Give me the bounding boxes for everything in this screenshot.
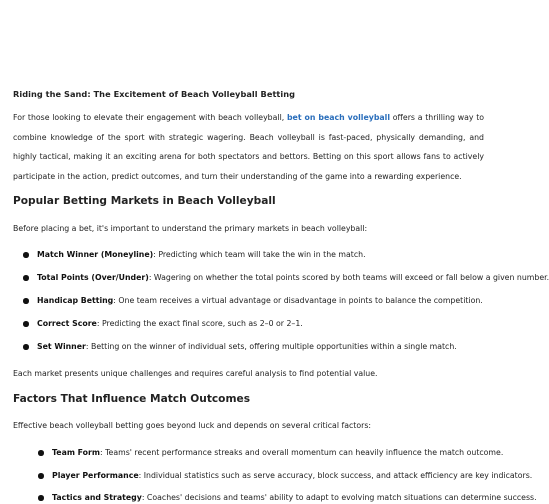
markets-lead: Before placing a bet, it's important to understand the primary markets in beach volleyball: [13,224,368,233]
list-item-term: Set Winner [37,342,86,351]
list-item-text [37,249,366,261]
markets-heading: Popular Betting Markets in Beach Volleyball [13,195,276,207]
bullet-icon [23,252,29,258]
list-item-term: Correct Score [37,319,97,328]
bullet-icon [23,321,29,327]
intro-text-after: offers a thrilling way to combine knowledge of the sport with strategic wagering. Beach volleyball is fast-paced, physically demanding, and highly tactical, making it an exciting arena for both spectators and bettors. Betting on this sport allows fans to actively participate in the action, predict outcomes, and turn their understanding of the game into a rewarding experience. [13,113,485,182]
list-item-text [37,341,457,353]
list-item-term: Tactics and Strategy [52,493,142,502]
intro-paragraph [13,108,484,187]
intro-text-before: For those looking to elevate their engagement with beach volleyball, [13,113,287,122]
bullet-icon [38,495,44,501]
bullet-icon [38,473,44,479]
list-item-desc: : Individual statistics such as serve accuracy, block success, and attack efficiency are key indicators. [138,471,533,480]
list-item-term: Match Winner (Moneyline) [37,250,154,259]
list-item-desc: : Betting on the winner of individual sets, offering multiple opportunities within a single match. [85,342,457,351]
list-item-term: Total Points (Over/Under) [37,273,149,282]
list-item-desc: : Predicting which team will take the win in the match. [153,250,366,259]
markets-closing: Each market presents unique challenges and requires careful analysis to find potential value. [13,369,378,378]
list-item-term: Handicap Betting [37,296,114,305]
bullet-icon [23,344,29,350]
list-item-desc: : One team receives a virtual advantage or disadvantage in points to balance the competition. [113,296,483,305]
list-item-text [37,272,549,284]
list-item-desc: : Teams' recent performance streaks and overall momentum can heavily influence the match outcome. [100,448,504,457]
list-item-term: Team Form [52,448,101,457]
list-item-text [37,295,483,307]
list-item-desc: : Predicting the exact final score, such as 2–0 or 2–1. [96,319,303,328]
article-title: Riding the Sand: The Excitement of Beach Volleyball Betting [13,89,296,99]
bullet-icon [23,275,29,281]
list-item-text [37,318,303,330]
list-item-term: Player Performance [52,471,139,480]
bet-on-beach-volleyball-link[interactable]: bet on beach volleyball [286,113,391,122]
list-item-text [52,492,537,504]
factors-heading: Factors That Influence Match Outcomes [13,393,250,405]
list-item-text [52,447,503,459]
list-item-desc: : Wagering on whether the total points scored by both teams will exceed or fall below a given number. [148,273,549,282]
list-item-desc: : Coaches' decisions and teams' ability to adapt to evolving match situations can determine success. [141,493,537,502]
bullet-icon [23,298,29,304]
factors-lead: Effective beach volleyball betting goes beyond luck and depends on several critical factors: [13,421,372,430]
list-item-text [52,470,532,482]
bullet-icon [38,450,44,456]
